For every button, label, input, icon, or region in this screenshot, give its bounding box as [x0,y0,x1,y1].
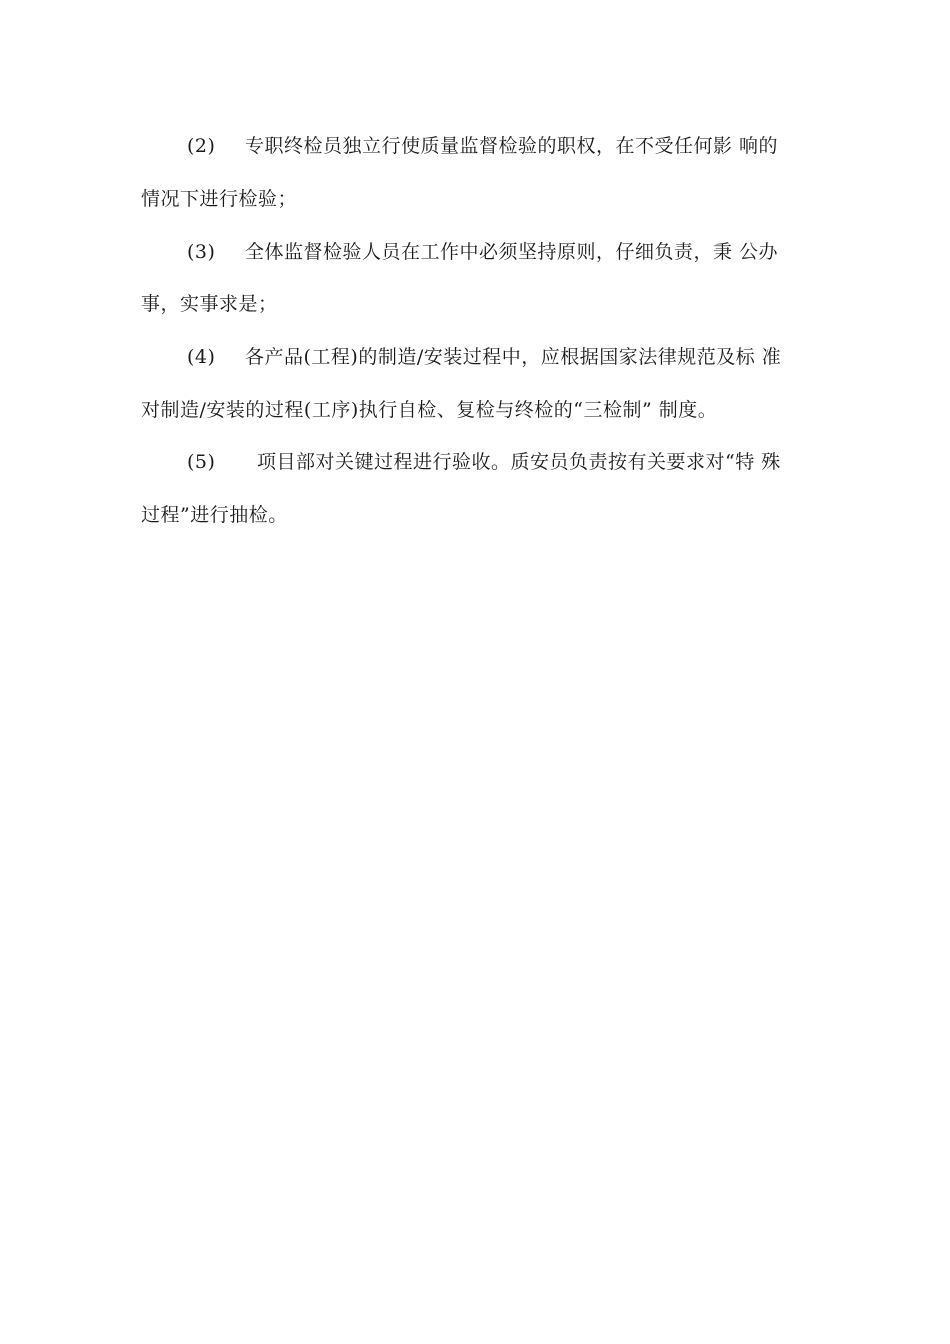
item-4-first-line [187,345,781,369]
item-3-text-line1: 全体监督检验人员在工作中必须坚持原则，仔细负责，秉 公办 [245,241,779,263]
item-4-second-line: 对制造/安装的过程(工序)执行自检、复检与终检的“三检制” 制度。 [141,399,718,421]
item-3-second-line: 事，实事求是； [141,293,278,315]
item-5-first-line [187,450,781,474]
item-2-second-line: 情况下进行检验； [141,188,298,210]
item-3-first-line [187,240,778,264]
item-5-text-line1: 项目部对关键过程进行验收。质安员负责按有关要求对“特 殊 [257,451,781,473]
item-3-number: (3) [187,241,216,263]
item-2-first-line [187,134,778,158]
item-4-text-line1: 各产品(工程)的制造/安装过程中，应根据国家法律规范及标 准 [245,346,782,368]
item-2-number: (2) [187,135,216,157]
item-2-text-line1: 专职终检员独立行使质量监督检验的职权，在不受任何影 响的 [245,135,779,157]
item-5-number: (5) [187,451,216,473]
item-5-second-line: 过程”进行抽检。 [141,504,288,526]
item-4-number: (4) [187,346,216,368]
